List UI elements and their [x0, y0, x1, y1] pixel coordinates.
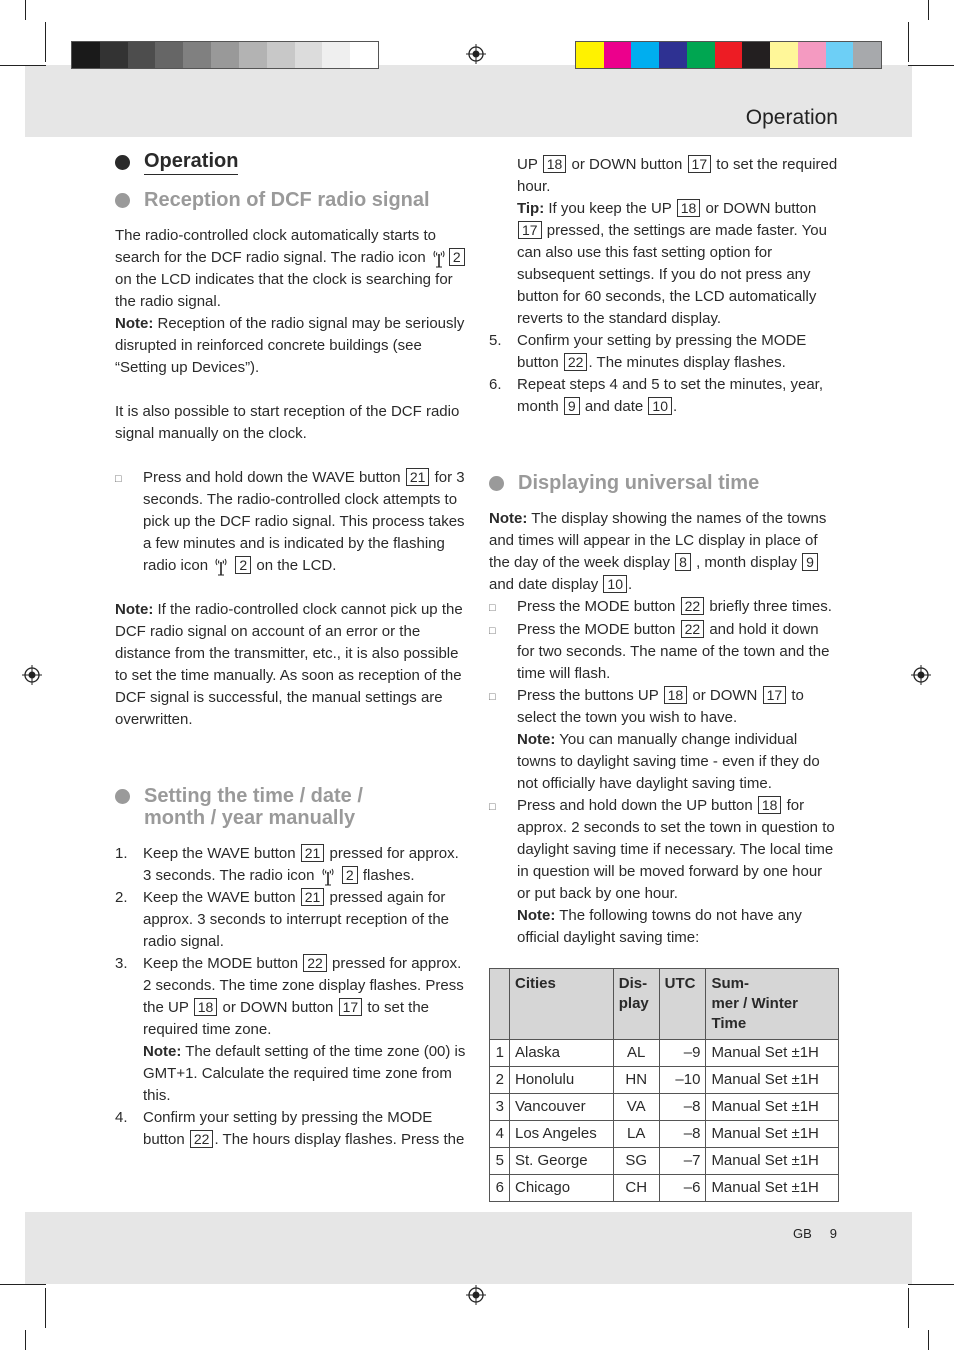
daylight-saving-note: Note: You can manually change individual towns to daylight saving time - even if they do not officially have daylight saving time. [517, 731, 820, 792]
registration-mark-icon [22, 665, 42, 685]
column-header [490, 969, 510, 1040]
list-item: 4. Confirm your setting by pressing the MODE button 22 . The hours display flashes. Press the [115, 1109, 465, 1148]
table-cell: –8 [659, 1121, 706, 1148]
list-item: 5. Confirm your setting by pressing the MODE button 22 . The minutes display flashes. [489, 332, 807, 371]
manual-setting-note: Note: If the radio-controlled clock cannot pick up the DCF radio signal on account of an error or the distance from the transmitter, etc., it is also possible to set the time manually. As soon as reception of the DCF signal is successful, the manual settings are overwritten. [115, 601, 463, 728]
table-cell: 3 [490, 1094, 510, 1121]
reception-note: Note: Reception of the radio signal may be seriously disrupted in reinforced concrete buildings (see “Setting up Devices”). [115, 315, 465, 376]
manual-reception-paragraph: It is also possible to start reception of the DCF radio signal manually on the clock. [115, 403, 460, 442]
section-heading-operation: Operation [115, 150, 467, 175]
table-row [490, 1094, 839, 1121]
color-bar [575, 41, 882, 69]
table-cell: 6 [490, 1175, 510, 1202]
color-swatch [211, 42, 239, 68]
page-footer [775, 1226, 837, 1241]
table-cell: Los Angeles [510, 1121, 614, 1148]
table-row [490, 1121, 839, 1148]
color-swatch [604, 42, 632, 68]
list-item: 6. Repeat steps 4 and 5 to set the minutes, year, month 9 and date 10 . [489, 376, 824, 415]
page-header-title: Operation [745, 106, 838, 129]
radio-antenna-icon [432, 248, 446, 268]
color-swatch [72, 42, 100, 68]
language-code: GB [792, 1226, 812, 1241]
bullet-dot-icon [489, 476, 504, 491]
list-item: □ Press and hold down the WAVE button 21 for 3 seconds. The radio-controlled clock attempts to pick up the DCF radio signal. This process takes a few minutes and is indicated by the flashing radio icon 2 on the LCD. [115, 469, 465, 574]
column-header: Dis- play [613, 969, 659, 1040]
table-cell: –6 [659, 1175, 706, 1202]
section-heading-reception: Reception of DCF radio signal [115, 189, 467, 211]
color-swatch [576, 42, 604, 68]
bullet-dot-icon [115, 155, 130, 170]
table-cell: Chicago [510, 1175, 614, 1202]
section-heading-universal-time: Displaying universal time [489, 472, 839, 494]
towns-table [489, 968, 839, 1202]
table-cell: Manual Set ±1H [706, 1121, 839, 1148]
step-4-continued: UP 18 or DOWN button 17 to set the required hour. [517, 156, 838, 195]
table-cell: 5 [490, 1148, 510, 1175]
registration-mark-icon [911, 665, 931, 685]
color-swatch [687, 42, 715, 68]
list-item: □ Press and hold down the UP button 18 for approx. 2 seconds to set the town in question to daylight saving time if necessary. The local time in question will be moved forward by one hour or put back by one hour. [489, 797, 835, 902]
table-cell: –8 [659, 1094, 706, 1121]
table-cell: Manual Set ±1H [706, 1148, 839, 1175]
color-swatch [128, 42, 156, 68]
table-cell: St. George [510, 1148, 614, 1175]
table-cell: Alaska [510, 1040, 614, 1067]
color-swatch [155, 42, 183, 68]
registration-mark-icon [466, 44, 486, 64]
color-swatch [742, 42, 770, 68]
table-cell: Manual Set ±1H [706, 1175, 839, 1202]
section-heading-setting-time: Setting the time / date / month / year manually [115, 785, 467, 829]
table-cell: –9 [659, 1040, 706, 1067]
color-swatch [826, 42, 854, 68]
color-swatch [853, 42, 881, 68]
table-cell: LA [613, 1121, 659, 1148]
color-swatch [631, 42, 659, 68]
tip-paragraph: Tip: If you keep the UP 18 or DOWN button 17 pressed, the settings are made faster. You can also use this fast setting option for subsequent settings. If you do not press any button for 60 seconds, the LCD automatically reverts to the standard display. [517, 200, 827, 327]
table-header-row [490, 969, 839, 1040]
list-item: □ Press the MODE button 22 briefly three times. [489, 598, 832, 615]
color-swatch [267, 42, 295, 68]
ref-number: 2 [449, 248, 465, 266]
table-cell: Vancouver [510, 1094, 614, 1121]
radio-antenna-icon [321, 866, 335, 886]
list-item: □ Press the buttons UP 18 or DOWN 17 to select the town you wish to have. [489, 687, 804, 726]
color-swatch [659, 42, 687, 68]
time-zone-note: Note: The default setting of the time zone (00) is GMT+1. Calculate the required time zone from this. [143, 1043, 466, 1104]
column-header: Sum- mer / Winter Time [706, 969, 839, 1040]
list-item: 2. Keep the WAVE button 21 pressed again for approx. 3 seconds to interrupt reception of the radio signal. [115, 889, 450, 950]
table-row [490, 1148, 839, 1175]
table-cell: –10 [659, 1067, 706, 1094]
table-cell: VA [613, 1094, 659, 1121]
right-column [489, 154, 839, 949]
table-cell: 1 [490, 1040, 510, 1067]
table-cell: 4 [490, 1121, 510, 1148]
color-swatch [183, 42, 211, 68]
color-swatch [798, 42, 826, 68]
left-column [115, 150, 467, 1151]
list-item: □ Press the MODE button 22 and hold it down for two seconds. The name of the town and the time will flash. [489, 621, 830, 682]
table-cell: CH [613, 1175, 659, 1202]
table-row [490, 1175, 839, 1202]
footer-band [25, 1212, 912, 1284]
color-swatch [100, 42, 128, 68]
registration-mark-icon [466, 1285, 486, 1305]
color-swatch [715, 42, 743, 68]
reception-paragraph: The radio-controlled clock automatically starts to search for the DCF radio signal. The radio icon 2 on the LCD indicates that the clock is searching for the radio signal. [115, 225, 467, 313]
color-swatch [295, 42, 323, 68]
radio-antenna-icon [214, 556, 228, 576]
column-header: Cities [510, 969, 614, 1040]
color-swatch [322, 42, 350, 68]
bullet-dot-icon [115, 789, 130, 804]
table-cell: AL [613, 1040, 659, 1067]
table-cell: 2 [490, 1067, 510, 1094]
color-swatch [239, 42, 267, 68]
column-header: UTC [659, 969, 706, 1040]
table-cell: SG [613, 1148, 659, 1175]
gray-color-bar [71, 41, 379, 69]
table-body [490, 1040, 839, 1202]
color-swatch [350, 42, 378, 68]
table-cell: Honolulu [510, 1067, 614, 1094]
table-cell: –7 [659, 1148, 706, 1175]
table-cell: Manual Set ±1H [706, 1040, 839, 1067]
bullet-dot-icon [115, 193, 130, 208]
table-cell: Manual Set ±1H [706, 1094, 839, 1121]
page-number: 9 [829, 1226, 837, 1241]
table-row [490, 1067, 839, 1094]
list-item: 1. Keep the WAVE button 21 pressed for approx. 3 seconds. The radio icon 2 flashes. [115, 845, 459, 884]
table-cell: Manual Set ±1H [706, 1067, 839, 1094]
towns-note: Note: The following towns do not have any official daylight saving time: [517, 907, 802, 946]
color-swatch [770, 42, 798, 68]
table-row [490, 1040, 839, 1067]
table-cell: HN [613, 1067, 659, 1094]
universal-note: Note: The display showing the names of the towns and times will appear in the LC display in place of the day of the week display 8 , month display 9 and date display 10 . [489, 510, 827, 593]
list-item: 3. Keep the MODE button 22 pressed for approx. 2 seconds. The time zone display flashes. Press the UP 18 or DOWN button 17 to set the required time zone. [115, 955, 464, 1038]
